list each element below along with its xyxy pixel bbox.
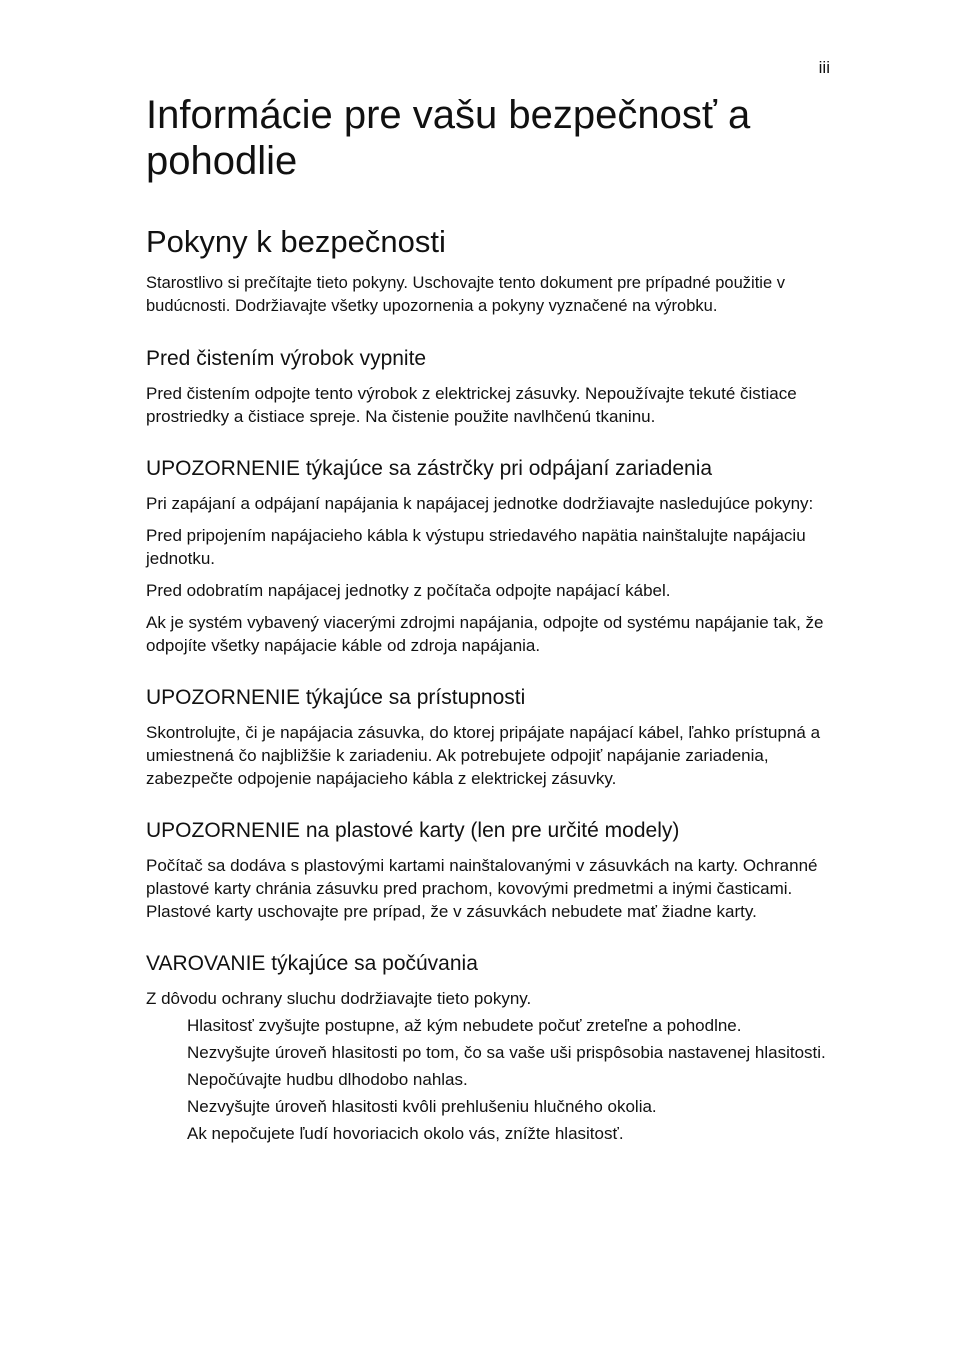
paragraph: Pred odobratím napájacej jednotky z počítača odpojte napájací kábel. <box>146 581 671 600</box>
paragraph: Počítač sa dodáva s plastovými kartami nainštalovanými v zásuvkách na karty. Ochranné plastové karty chránia zásuvku pred prachom, kovovými predmetmi a inými časticami. Plastové karty uschovajte pre prípad, že v zásuvkách nebudete mať žiadne karty. <box>146 856 818 921</box>
paragraph: Pred čistením odpojte tento výrobok z elektrickej zásuvky. Nepoužívajte tekuté čistiace prostriedky a čistiace spreje. Na čistenie použite navlhčenú tkaninu. <box>146 384 797 426</box>
subsection-heading-listening: VAROVANIE týkajúce sa počúvania <box>146 952 478 975</box>
document-body <box>146 92 832 1149</box>
paragraph: Z dôvodu ochrany sluchu dodržiavajte tieto pokyny. <box>146 989 532 1008</box>
paragraph: Skontrolujte, či je napájacia zásuvka, do ktorej pripájate napájací kábel, ľahko prístupná a umiestnená čo najbližšie k zariadeniu. Ak potrebujete odpojiť napájanie zariadenia, zabezpečte odpojenie napájacieho kábla z elektrickej zásuvky. <box>146 723 821 788</box>
subsection-heading-accessibility: UPOZORNENIE týkajúce sa prístupnosti <box>146 686 526 709</box>
paragraph: Ak je systém vybavený viacerými zdrojmi napájania, odpojte od systému napájanie tak, že odpojíte všetky napájacie káble od zdroja napájania. <box>146 613 824 655</box>
page-number: iii <box>818 58 830 77</box>
page-title: Informácie pre vašu bezpečnosť a pohodlie <box>146 93 751 183</box>
list-item: Ak nepočujete ľudí hovoriacich okolo vás, znížte hlasitosť. <box>187 1124 624 1143</box>
list-item: Nepočúvajte hudbu dlhodobo nahlas. <box>187 1070 468 1089</box>
listening-guidelines-list <box>146 1014 832 1145</box>
subsection-heading-plastic-cards: UPOZORNENIE na plastové karty (len pre určité modely) <box>146 819 680 842</box>
paragraph: Pred pripojením napájacieho kábla k výstupu striedavého napätia nainštalujte napájaciu jednotku. <box>146 526 806 568</box>
list-item: Nezvyšujte úroveň hlasitosti po tom, čo sa vaše uši prispôsobia nastavenej hlasitosti. <box>187 1043 826 1062</box>
subsection-heading-plug-warning: UPOZORNENIE týkajúce sa zástrčky pri odpájaní zariadenia <box>146 457 713 480</box>
intro-paragraph: Starostlivo si prečítajte tieto pokyny. Uschovajte tento dokument pre prípadné použitie v budúcnosti. Dodržiavajte všetky upozornenia a pokyny vyznačené na výrobku. <box>146 274 785 315</box>
list-item: Hlasitosť zvyšujte postupne, až kým nebudete počuť zreteľne a pohodlne. <box>187 1016 742 1035</box>
paragraph: Pri zapájaní a odpájaní napájania k napájacej jednotke dodržiavajte nasledujúce pokyny: <box>146 494 814 513</box>
section-title: Pokyny k bezpečnosti <box>146 224 446 259</box>
list-item: Nezvyšujte úroveň hlasitosti kvôli prehlušeniu hlučného okolia. <box>187 1097 657 1116</box>
subsection-heading-cleaning: Pred čistením výrobok vypnite <box>146 347 427 370</box>
